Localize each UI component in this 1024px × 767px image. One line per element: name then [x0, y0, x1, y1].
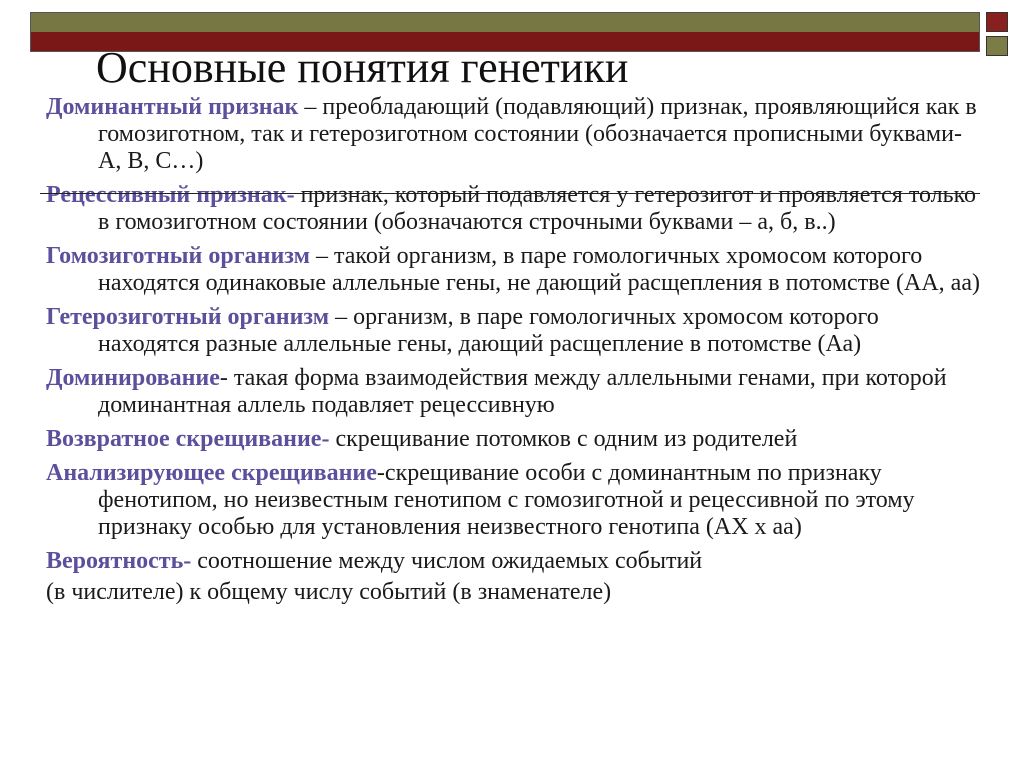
definition-item: [46, 182, 986, 236]
definition-item: [46, 548, 986, 575]
definition-item: [46, 426, 986, 453]
definition-text: – такой организм, в паре гомологичных хромосом которого находятся одинаковые аллельные гены, не дающий расщепления в потомстве (АА, аа): [98, 243, 980, 296]
definitions-list: [46, 94, 986, 606]
slide-title: Основные понятия генетики: [96, 43, 629, 92]
corner-decoration: [982, 12, 1012, 58]
definition-continuation: (в числителе) к общему числу событий (в знаменателе): [46, 579, 612, 605]
header-bar-olive-stripe: [31, 13, 979, 32]
definition-text: соотношение между числом ожидаемых событий: [191, 548, 703, 574]
definition-term: Гомозиготный организм: [46, 243, 310, 269]
definition-item: [46, 243, 986, 297]
corner-square-olive: [986, 36, 1008, 56]
definition-text: -скрещивание особи с доминантным по признаку фенотипом, но неизвестным генотипом с гомозиготной и рецессивной по этому признаку особью для установления неизвестного генотипа (АХ х аа): [98, 460, 915, 540]
corner-square-maroon: [986, 12, 1008, 32]
definition-item: [46, 460, 986, 541]
definition-term: Доминантный признак: [46, 94, 299, 120]
definition-term: Анализирующее скрещивание: [46, 460, 377, 486]
definition-text: признак, который подавляется у гетерозигот и проявляется только в гомозиготном состоянии (обозначаются строчными буквами – а, б, в..): [98, 182, 977, 235]
definition-text: – организм, в паре гомологичных хромосом которого находятся разные аллельные гены, дающий расщепление в потомстве (Аа): [98, 304, 879, 357]
definition-term: Доминирование: [46, 365, 220, 391]
definition-text: скрещивание потомков с одним из родителей: [329, 426, 798, 452]
divider-line: [40, 193, 980, 194]
definition-item: [46, 94, 986, 175]
definition-text: - такая форма взаимодействия между аллельными генами, при которой доминантная аллель подавляет рецессивную: [98, 365, 947, 418]
definition-text: – преобладающий (подавляющий) признак, проявляющийся как в гомозиготном, так и гетерозиготном состоянии (обозначается прописными буквами- А, В, С…): [98, 94, 977, 174]
definition-item: [46, 365, 986, 419]
definition-term: Гетерозиготный организм: [46, 304, 330, 330]
definition-item: [46, 304, 986, 358]
definition-term: Возвратное скрещивание-: [46, 426, 330, 452]
definition-term: Вероятность-: [46, 548, 192, 574]
definition-term: Рецессивный признак-: [46, 182, 295, 208]
